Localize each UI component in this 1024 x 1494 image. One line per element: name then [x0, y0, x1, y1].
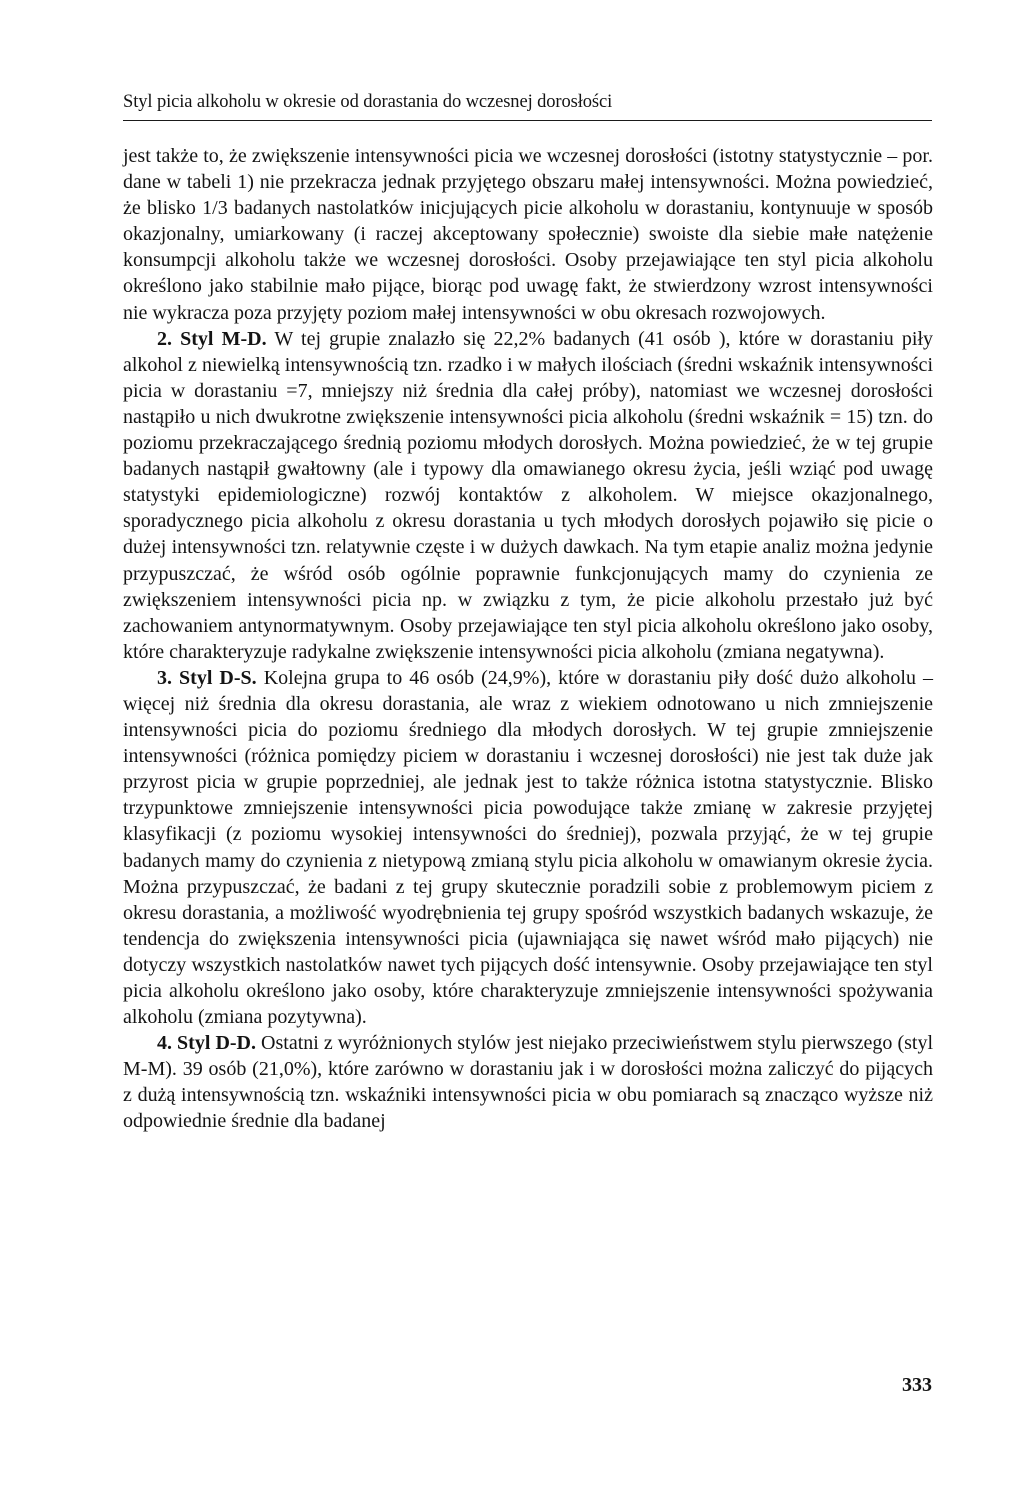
section-heading-style-ds: 3. Styl D-S.	[157, 666, 257, 689]
paragraph-1-text: jest także to, że zwiększenie intensywności picia we wczesnej dorosłości (istotny statystycznie – por. dane w tabeli 1) nie przekracza jednak przyjętego obszaru małej intensywności. Można powiedzieć, że blisko 1/3 badanych nastolatków inicjujących picie alkoholu w dorastaniu, kontynuuje w sposób okazjonalny, umiarkowany (i raczej akceptowany społecznie) swoiste dla siebie małe natężenie konsumpcji alkoholu także we wczesnej dorosłości. Osoby przejawiające ten styl picia alkoholu określono jako stabilnie mało pijące, biorąc pod uwagę fakt, że stwierdzony wzrost intensywności nie wykracza poza przyjęty poziom małej intensywności w obu okresach rozwojowych.	[123, 145, 933, 324]
section-heading-style-dd: 4. Styl D-D.	[157, 1032, 256, 1055]
paragraph-4-text: Ostatni z wyróżnionych stylów jest niejako przeciwieństwem stylu pierwszego (styl M-M). 39 osób (21,0%), które zarówno w dorastaniu jak i w dorosłości można zaliczyć do pijących z dużą intensywnością tzn. wskaźniki intensywności picia w obu pomiarach są znacząco wyższe niż odpowiednie średnie dla badanej	[123, 1032, 934, 1133]
paragraph-3-text: Kolejna grupa to 46 osób (24,9%), które w dorastaniu piły dość dużo alkoholu – więcej niż średnia dla okresu dorastania, ale wraz z wiekiem odnotowano u nich zmniejszenie intensywności picia do poziomu średniego dla młodych dorosłych. W tej grupie zmniejszenie intensywności (różnica pomiędzy piciem w dorastaniu i wczesnej dorosłości) nie jest tak duże jak przyrost picia w grupie poprzedniej, ale jednak jest to także różnica istotna statystycznie. Blisko trzypunktowe zmniejszenie intensywności picia powodujące także zmianę w zakresie przyjętej klasyfikacji (z poziomu wysokiej intensywności do średniej), pozwala przyjąć, że w tej grupie badanych mamy do czynienia z nietypową zmianą stylu picia alkoholu w omawianym okresie życia. Można przypuszczać, że badani z tej grupy skutecznie poradzili sobie z problemowym piciem z okresu dorastania, a możliwość wyodrębnienia tej grupy spośród wszystkich badanych wskazuje, że tendencja do zwiększenia intensywności picia (ujawniająca się nawet wśród mało pijących) nie dotyczy wszystkich nastolatków nawet tych pijących dość intensywnie. Osoby przejawiające ten styl picia alkoholu określono jako osoby, które charakteryzuje zmniejszenie intensywności spożywania alkoholu (zmiana pozytywna).	[123, 666, 933, 1029]
body-text	[123, 143, 933, 1135]
paragraph-4	[123, 1030, 933, 1134]
paragraph-2-text: W tej grupie znalazło się 22,2% badanych (41 osób ), które w dorastaniu piły alkohol z niewielką intensywnością tzn. rzadko i w małych ilościach (średni wskaźnik intensywności picia w dorastaniu =7, mniejszy niż średnia dla całej próby), natomiast we wczesnej dorosłości nastąpiło u nich dwukrotne zwiększenie intensywności picia alkoholu (średni wskaźnik = 15) tzn. do poziomu przekraczającego średnią poziomu młodych dorosłych. Można powiedzieć, że w tej grupie badanych nastąpił gwałtowny (ale i typowy dla omawianego okresu życia, jeśli wziąć pod uwagę statystyki epidemiologiczne) rozwój kontaktów z alkoholem. W miejsce okazjonalnego, sporadycznego picia alkoholu z okresu dorastania u tych młodych dorosłych pojawiło się picie o dużej intensywności tzn. relatywnie częste i w dużych dawkach. Na tym etapie analiz można jedynie przypuszczać, że wśród osób ogólnie poprawnie funkcjonujących mamy do czynienia ze zwiększeniem intensywności picia np. w związku z tym, że picie alkoholu przestało już być zachowaniem antynormatywnym. Osoby przejawiające ten styl picia alkoholu określono jako osoby, które charakteryzuje radykalne zwiększenie intensywności picia alkoholu (zmiana negatywna).	[123, 327, 933, 663]
section-heading-style-md: 2. Styl M-D.	[157, 327, 267, 350]
page-number: 333	[902, 1374, 932, 1396]
paragraph-1	[123, 143, 933, 326]
running-header	[123, 89, 932, 121]
paragraph-3	[123, 665, 933, 1030]
paragraph-2	[123, 326, 933, 665]
running-title: Styl picia alkoholu w okresie od dorastania do wczesnej dorosłości	[123, 92, 613, 112]
